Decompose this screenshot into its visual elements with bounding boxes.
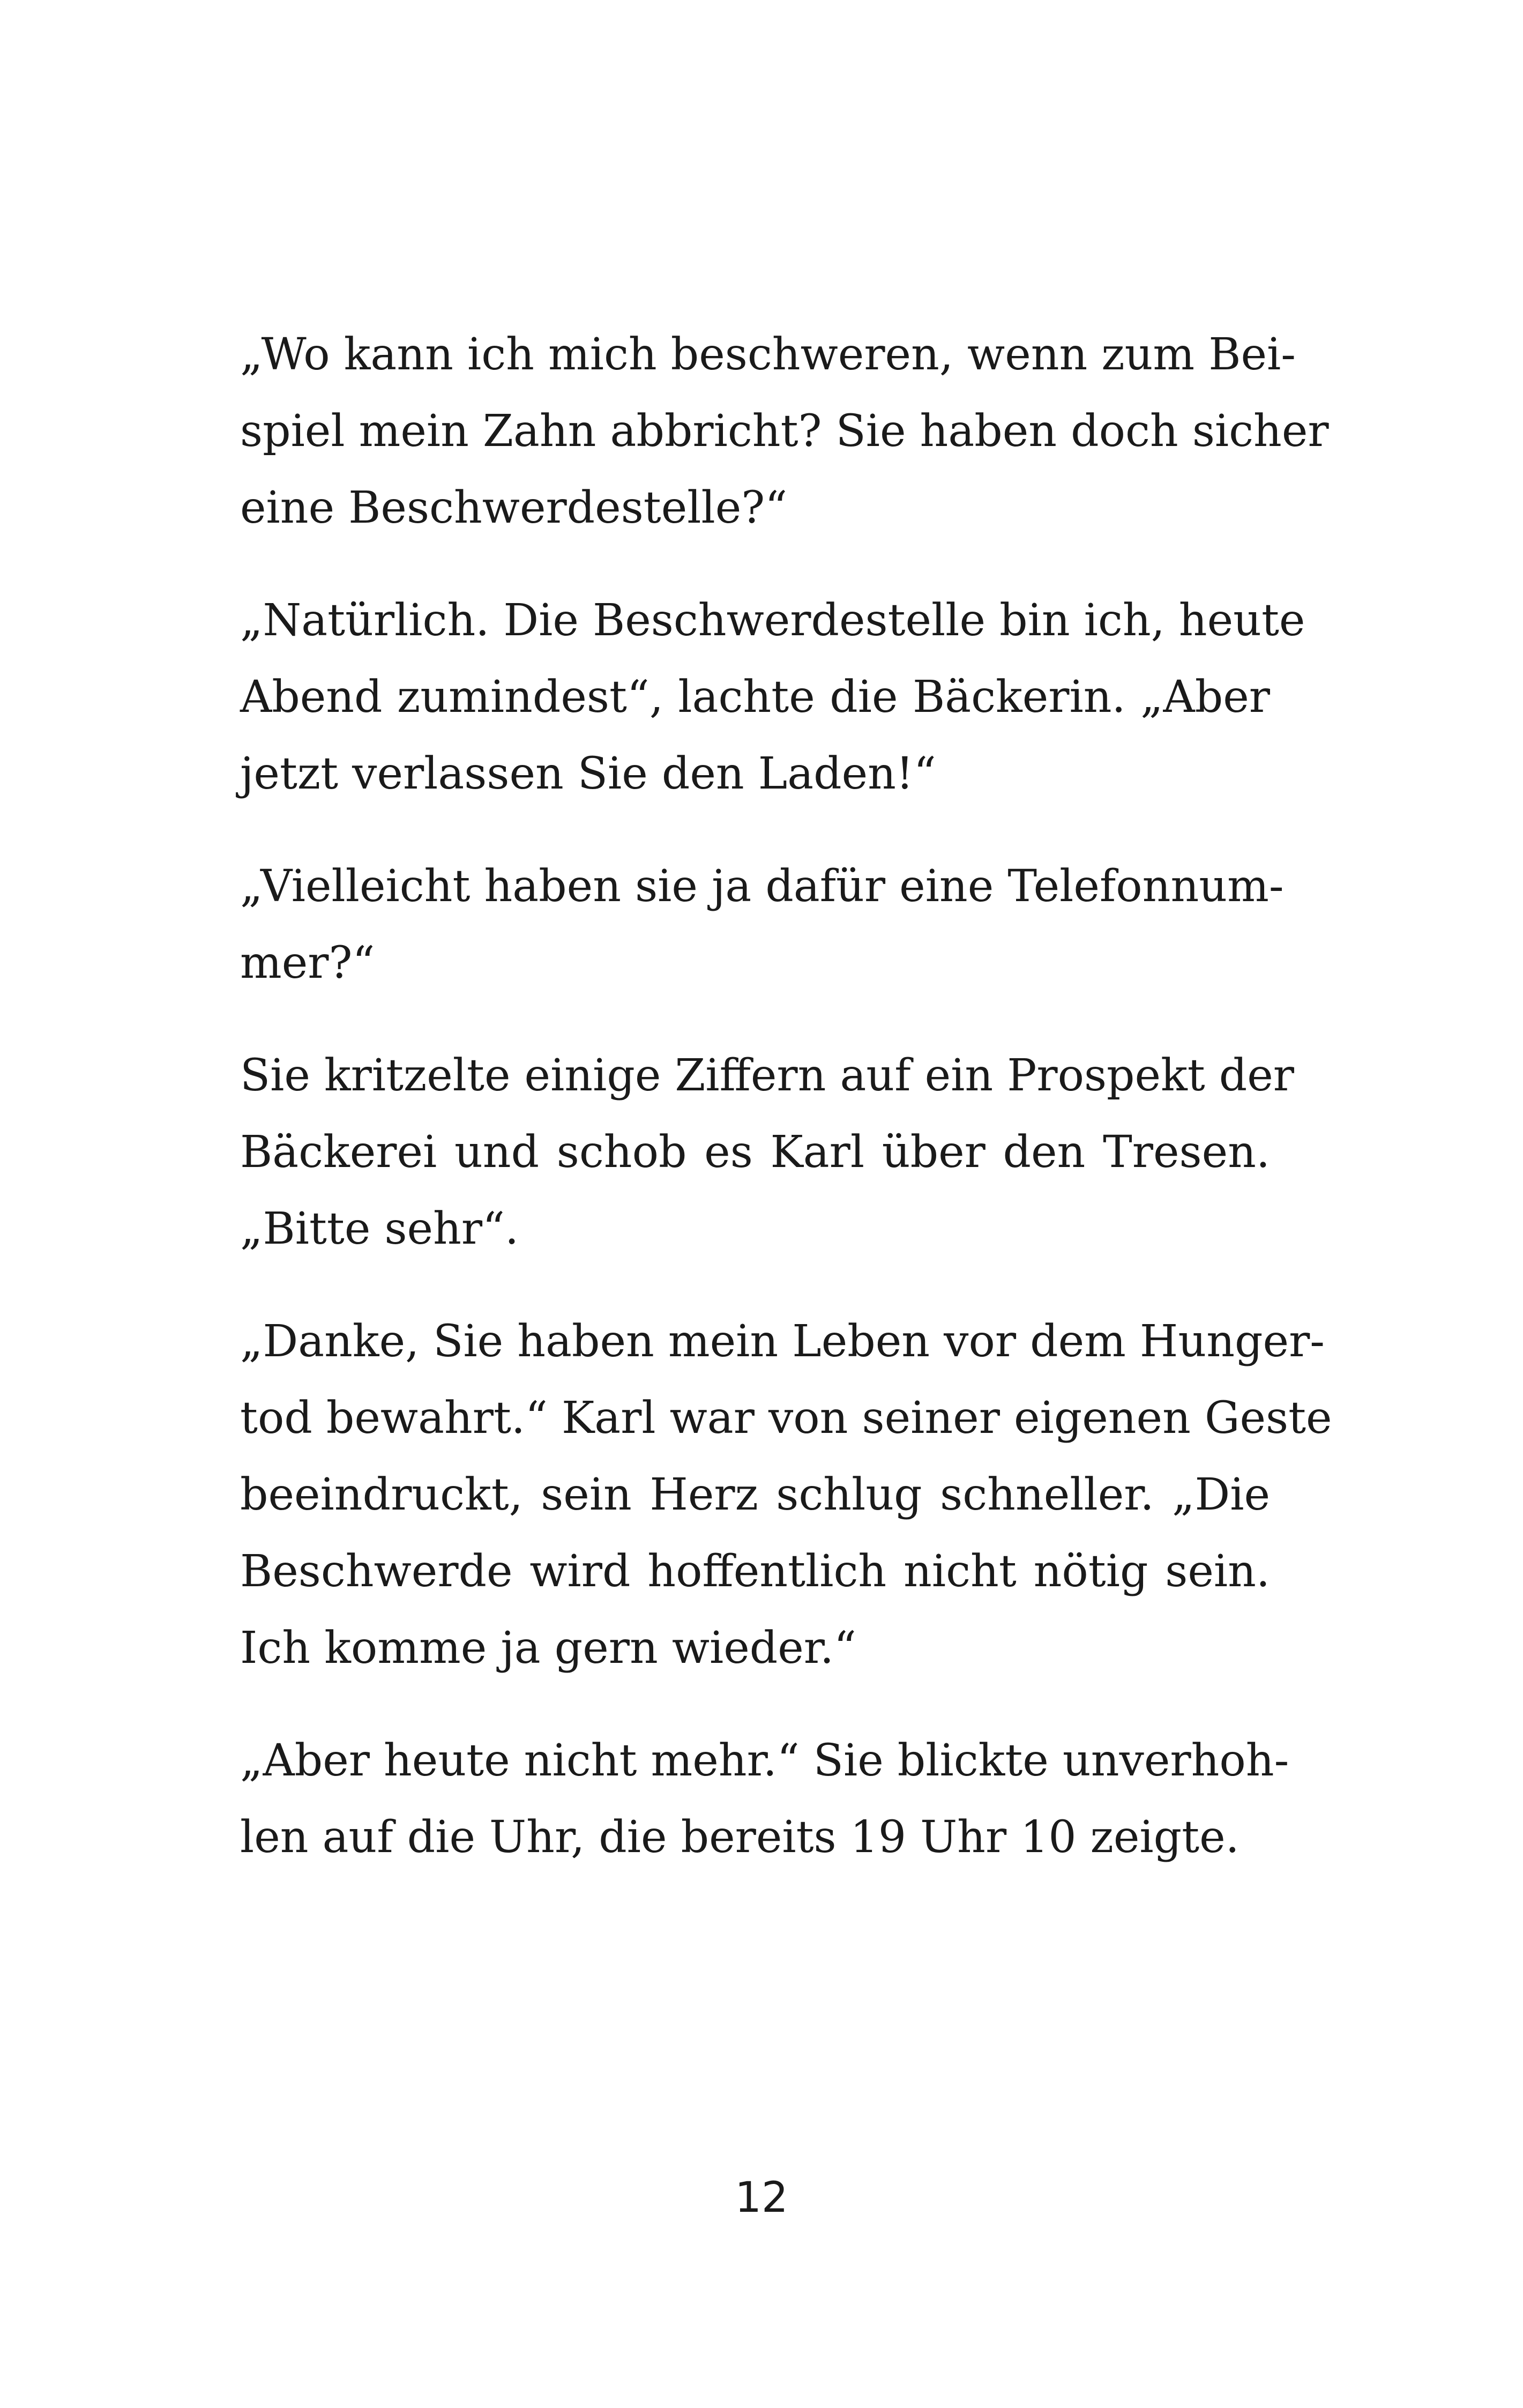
paragraph xyxy=(240,316,1329,546)
text-line: „Danke, Sie haben mein Leben vor dem Hunger- xyxy=(240,1316,1325,1367)
paragraph xyxy=(240,1303,1332,1686)
text-line: „Natürlich. Die Beschwerdestelle bin ich, heute xyxy=(240,595,1305,646)
text-line: Ich komme ja gern wieder.“ xyxy=(240,1623,856,1674)
paragraph xyxy=(240,1722,1289,1876)
text-line: len auf die Uhr, die bereits 19 Uhr 10 zeigte. xyxy=(240,1812,1240,1863)
text-line: Beschwerde wird hoffentlich nicht nötig sein. xyxy=(240,1546,1270,1597)
text-line: „Aber heute nicht mehr.“ Sie blickte unverhoh- xyxy=(240,1735,1289,1786)
paragraph xyxy=(240,582,1305,812)
text-line: spiel mein Zahn abbricht? Sie haben doch sicher xyxy=(240,406,1329,457)
text-line: eine Beschwerdestelle?“ xyxy=(240,482,788,533)
text-line: jetzt verlassen Sie den Laden!“ xyxy=(240,748,936,799)
paragraph xyxy=(240,848,1284,1001)
text-line: Sie kritzelte einige Ziffern auf ein Prospekt der xyxy=(240,1050,1294,1101)
page-number: 12 xyxy=(735,2174,788,2222)
text-line: mer?“ xyxy=(240,938,375,989)
text-line: „Wo kann ich mich beschweren, wenn zum Bei- xyxy=(240,329,1296,380)
body-text xyxy=(240,316,1332,1912)
text-line: tod bewahrt.“ Karl war von seiner eigenen Geste xyxy=(240,1393,1332,1444)
text-line: „Vielleicht haben sie ja dafür eine Telefonnum- xyxy=(240,861,1284,912)
paragraph xyxy=(240,1037,1294,1267)
text-line: Abend zumindest“, lachte die Bäckerin. „Aber xyxy=(240,672,1270,723)
text-line: „Bitte sehr“. xyxy=(240,1203,519,1254)
text-line: Bäckerei und schob es Karl über den Tresen. xyxy=(240,1127,1270,1178)
text-line: beeindruckt, sein Herz schlug schneller. „Die xyxy=(240,1469,1270,1520)
